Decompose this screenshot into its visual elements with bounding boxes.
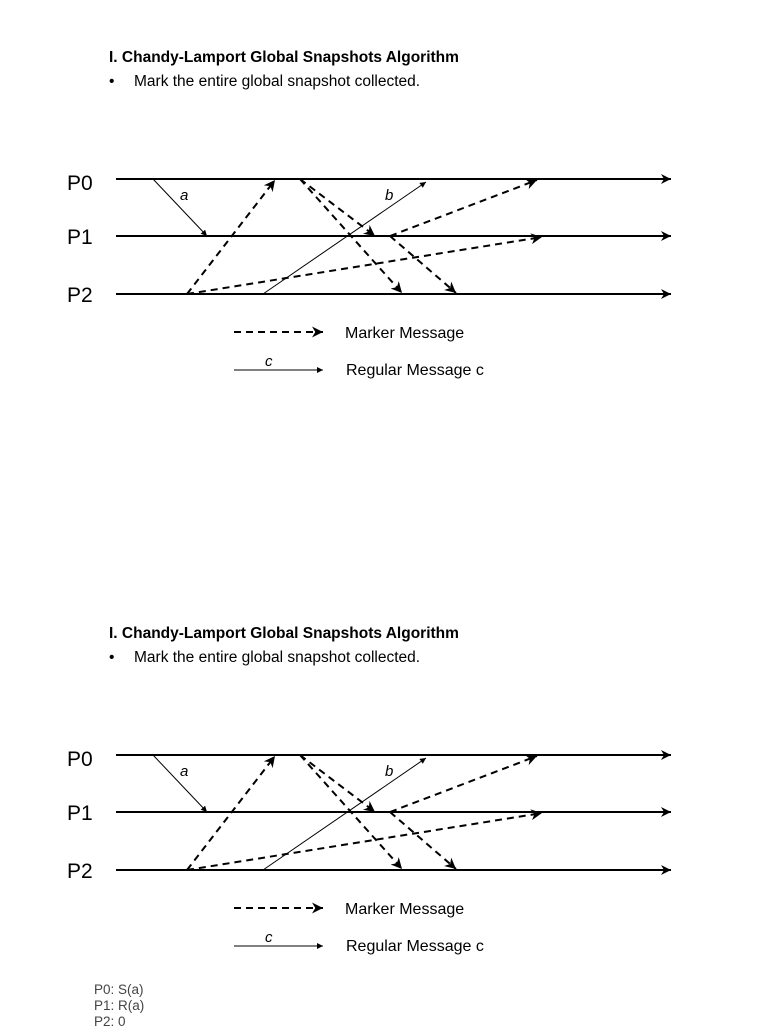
bullet-text: Mark the entire global snapshot collected.	[134, 73, 421, 90]
process-label-p0: P0	[67, 172, 93, 195]
message-label-a: a	[180, 187, 189, 204]
bullet-text: Mark the entire global snapshot collected.	[134, 649, 421, 666]
snapshot-diagram	[0, 576, 768, 996]
snapshot-notes	[94, 982, 144, 1030]
legend-marker-label: Marker Message	[345, 901, 465, 918]
marker-p1-to-p0	[390, 180, 537, 236]
snapshot-diagram	[0, 0, 768, 420]
slide-heading: I. Chandy-Lamport Global Snapshots Algorithm	[109, 625, 459, 642]
note-line-p0: P0: S(a)	[94, 982, 144, 997]
slide-2	[0, 576, 768, 996]
process-label-p2: P2	[67, 284, 93, 307]
message-label-b: b	[385, 763, 394, 780]
process-label-p1: P1	[67, 802, 93, 825]
marker-p1-to-p2	[390, 236, 456, 293]
slide-heading: I. Chandy-Lamport Global Snapshots Algorithm	[109, 49, 459, 66]
marker-p1-to-p0	[390, 756, 537, 812]
bullet-dot: •	[109, 649, 115, 666]
slide-1	[0, 0, 768, 420]
note-line-p1: P1: R(a)	[94, 998, 145, 1013]
message-label-a: a	[180, 763, 189, 780]
note-line-p2: P2: 0	[94, 1014, 126, 1029]
legend-regular-label: Regular Message c	[346, 938, 484, 955]
legend-regular-label: Regular Message c	[346, 362, 484, 379]
marker-p0-to-p1	[300, 179, 375, 236]
legend-regular-sample-label: c	[265, 929, 273, 946]
marker-p1-to-p2	[390, 812, 456, 869]
bullet-dot: •	[109, 73, 115, 90]
marker-p2-to-p1	[187, 237, 542, 294]
legend-marker-label: Marker Message	[345, 325, 465, 342]
legend-regular-sample-label: c	[265, 353, 273, 370]
process-label-p2: P2	[67, 860, 93, 883]
marker-p0-to-p1	[300, 755, 375, 812]
process-label-p1: P1	[67, 226, 93, 249]
marker-p2-to-p1	[187, 813, 542, 870]
message-label-b: b	[385, 187, 394, 204]
process-label-p0: P0	[67, 748, 93, 771]
